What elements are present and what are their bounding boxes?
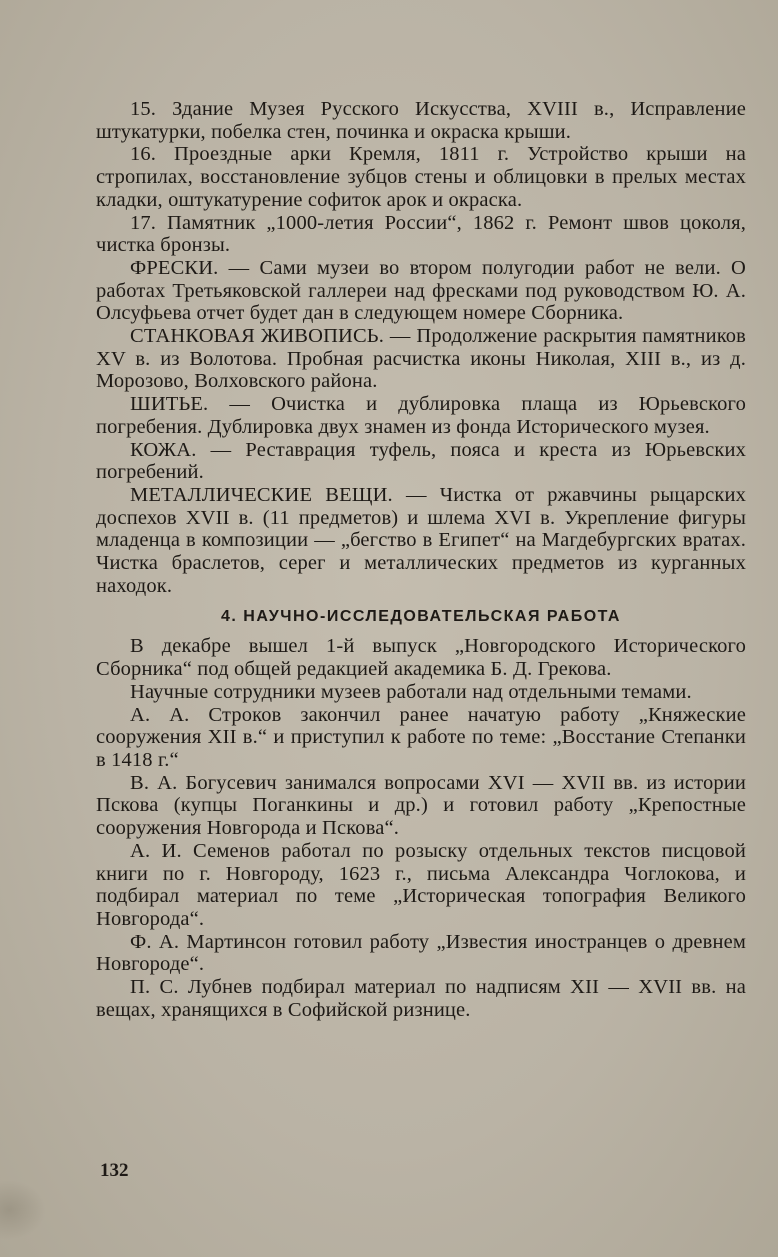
paragraph-bogusevich: В. А. Богусевич занимался вопросами XVI — XVII вв. из истории Пскова (купцы Поганкины и др.) и готовил работу „Крепостные сооружения Новгорода и Пскова“. bbox=[96, 771, 746, 840]
page-text bbox=[96, 98, 746, 1021]
paragraph-item-15: 15. Здание Музея Русского Искусства, XVIII в., Исправление штукатурки, побелка стен, починка и окраска крыши. bbox=[96, 98, 746, 143]
paragraph-frescoes: ФРЕСКИ. — Сами музеи во втором полугодии работ не вели. О работах Третьяковской галлереи над фресками под руководством Ю. А. Олсуфьева отчет будет дан в следующем номере Сборника. bbox=[96, 256, 746, 325]
paragraph-embroidery: ШИТЬЕ. — Очистка и дублировка плаща из Юрьевского погребения. Дублировка двух знамен из фонда Исторического музея. bbox=[96, 393, 746, 438]
section-heading: 4. НАУЧНО-ИССЛЕДОВАТЕЛЬСКАЯ РАБОТА bbox=[221, 608, 621, 626]
paragraph-collection-release: В декабре вышел 1-й выпуск „Новгородского Исторического Сборника“ под общей редакцией академика Б. Д. Грекова. bbox=[96, 635, 746, 681]
paragraph-staff-topics: Научные сотрудники музеев работали над отдельными темами. bbox=[130, 680, 692, 703]
paragraph-item-17: 17. Памятник „1000-летия России“, 1862 г. Ремонт швов цоколя, чистка бронзы. bbox=[96, 211, 746, 257]
paragraph-martinson: Ф. А. Мартинсон готовил работу „Известия иностранцев о древнем Новгороде“. bbox=[96, 930, 746, 976]
paragraph-easel-painting: СТАНКОВАЯ ЖИВОПИСЬ. — Продолжение раскрытия памятников XV в. из Волотова. Пробная расчистка иконы Николая, XIII в., из д. Морозово, Волховского района. bbox=[96, 325, 746, 393]
paragraph-metal-objects: МЕТАЛЛИЧЕСКИЕ ВЕЩИ. — Чистка от ржавчины рыцарских доспехов XVII в. (11 предметов) и шлема XVI в. Укрепление фигуры младенца в композиции — „бегство в Египет“ на Магдебургских вратах. Чистка браслетов, серег и металлических предметов из курганных находок. bbox=[96, 483, 746, 597]
paragraph-semenov: А. И. Семенов работал по розыску отдельных текстов писцовой книги по г. Новгороду, 1623 г., письма Александра Чоглокова, и подбирал материал по теме „Историческая топография Великого Новгорода“. bbox=[96, 839, 746, 930]
paragraph-item-16: 16. Проездные арки Кремля, 1811 г. Устройство крыши на стропилах, восстановление зубцов стены и облицовки в прелых местах кладки, оштукатурение софиток арок и окраска. bbox=[96, 143, 746, 211]
paragraph-strokov: А. А. Строков закончил ранее начатую работу „Княжеские сооружения XII в.“ и приступил к работе по теме: „Восстание Степанки в 1418 г.“ bbox=[96, 703, 746, 771]
paragraph-leather: КОЖА. — Реставрация туфель, пояса и креста из Юрьевских погребений. bbox=[96, 438, 746, 484]
paragraph-lubnev: П. С. Лубнев подбирал материал по надписям XII — XVII вв. на вещах, хранящихся в Софийской ризнице. bbox=[96, 976, 746, 1021]
page-number: 132 bbox=[100, 1160, 129, 1181]
paper-stain bbox=[0, 1180, 46, 1240]
